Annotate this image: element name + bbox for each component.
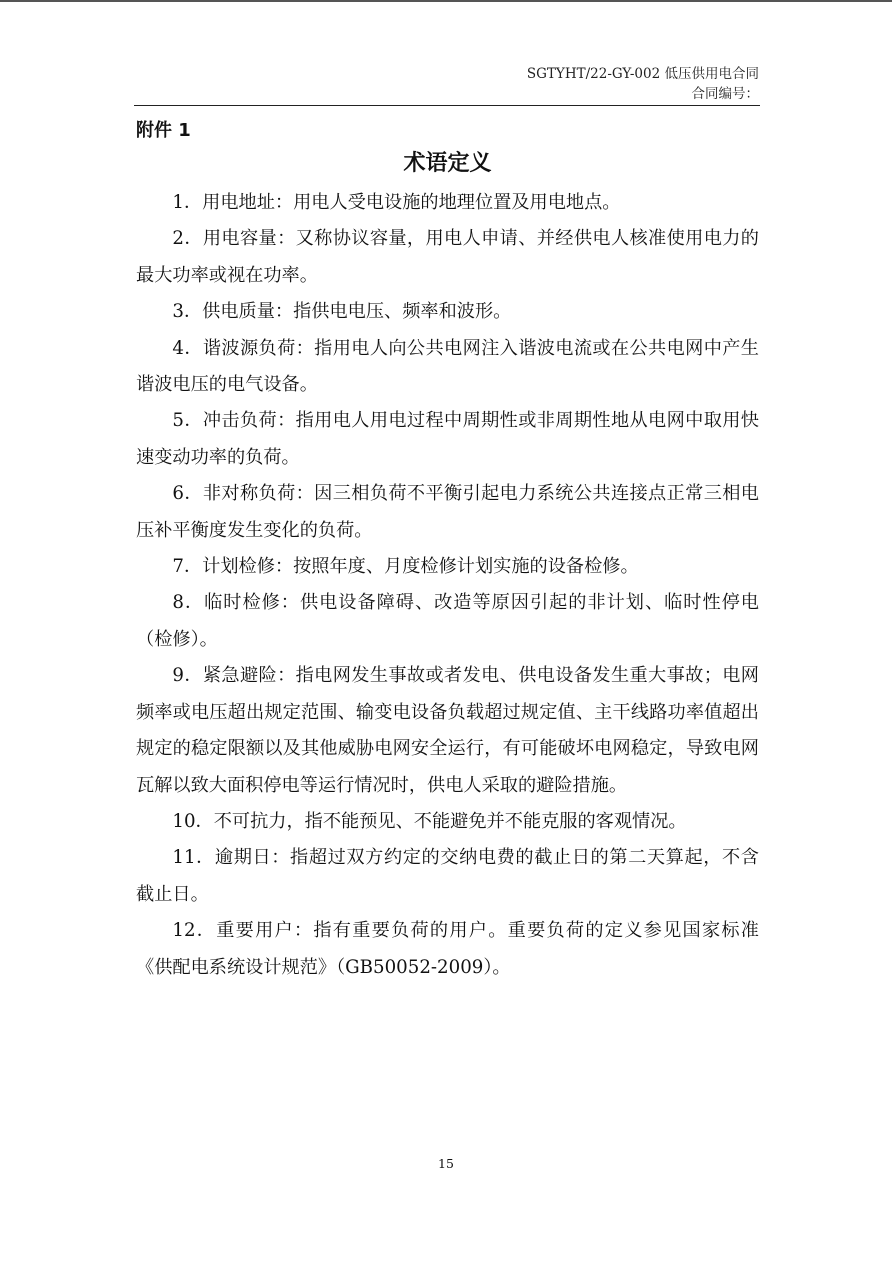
contract-number-label: 合同编号： (691, 86, 759, 102)
definition-item: 4．谐波源负荷：指用电人向公共电网注入谐波电流或在公共电网中产生谐波电压的电气设备。 (136, 337, 759, 396)
definition-item: 10．不可抗力，指不能预见、不能避免并不能克服的客观情况。 (172, 810, 687, 832)
attachment-label: 附件 1 (136, 120, 191, 141)
definition-item: 5．冲击负荷：指用电人用电过程中周期性或非周期性地从电网中取用快速变动功率的负荷。 (136, 410, 759, 468)
header-divider (134, 105, 760, 106)
page-title: 术语定义 (403, 151, 492, 176)
definitions-list (136, 185, 759, 986)
page-number: 15 (438, 1156, 454, 1171)
definition-item: 3．供电质量：指供电电压、频率和波形。 (172, 301, 512, 323)
definition-item: 9．紧急避险：指电网发生事故或者发电、供电设备发生重大事故；电网频率或电压超出规定范围、输变电设备负载超过规定值、主干线路功率值超出规定的稳定限额以及其他威胁电网安全运行，有可能破坏电网稳定，导致电网瓦解以致大面积停电等运行情况时，供电人采取的避险措施。 (136, 665, 759, 796)
definition-item: 8．临时检修：供电设备障碍、改造等原因引起的非计划、临时性停电（检修）。 (136, 592, 759, 650)
page-header (136, 64, 759, 104)
definition-item: 11．逾期日：指超过双方约定的交纳电费的截止日的第二天算起，不含截止日。 (136, 847, 759, 905)
definition-item: 1．用电地址：用电人受电设施的地理位置及用电地点。 (172, 192, 621, 213)
contract-title: SGTYHT/22-GY-002 低压供用电合同 (526, 66, 759, 82)
page-top-border (0, 0, 892, 2)
definition-item: 7．计划检修：按照年度、月度检修计划实施的设备检修。 (172, 556, 639, 578)
definition-item: 12．重要用户：指有重要负荷的用户。重要负荷的定义参见国家标准《供配电系统设计规范》（GB50052-2009）。 (136, 920, 759, 978)
definition-item: 6．非对称负荷：因三相负荷不平衡引起电力系统公共连接点正常三相电压补平衡度发生变化的负荷。 (136, 483, 759, 541)
definition-item: 2．用电容量：又称协议容量，用电人申请、并经供电人核准使用电力的最大功率或视在功率。 (136, 228, 759, 286)
